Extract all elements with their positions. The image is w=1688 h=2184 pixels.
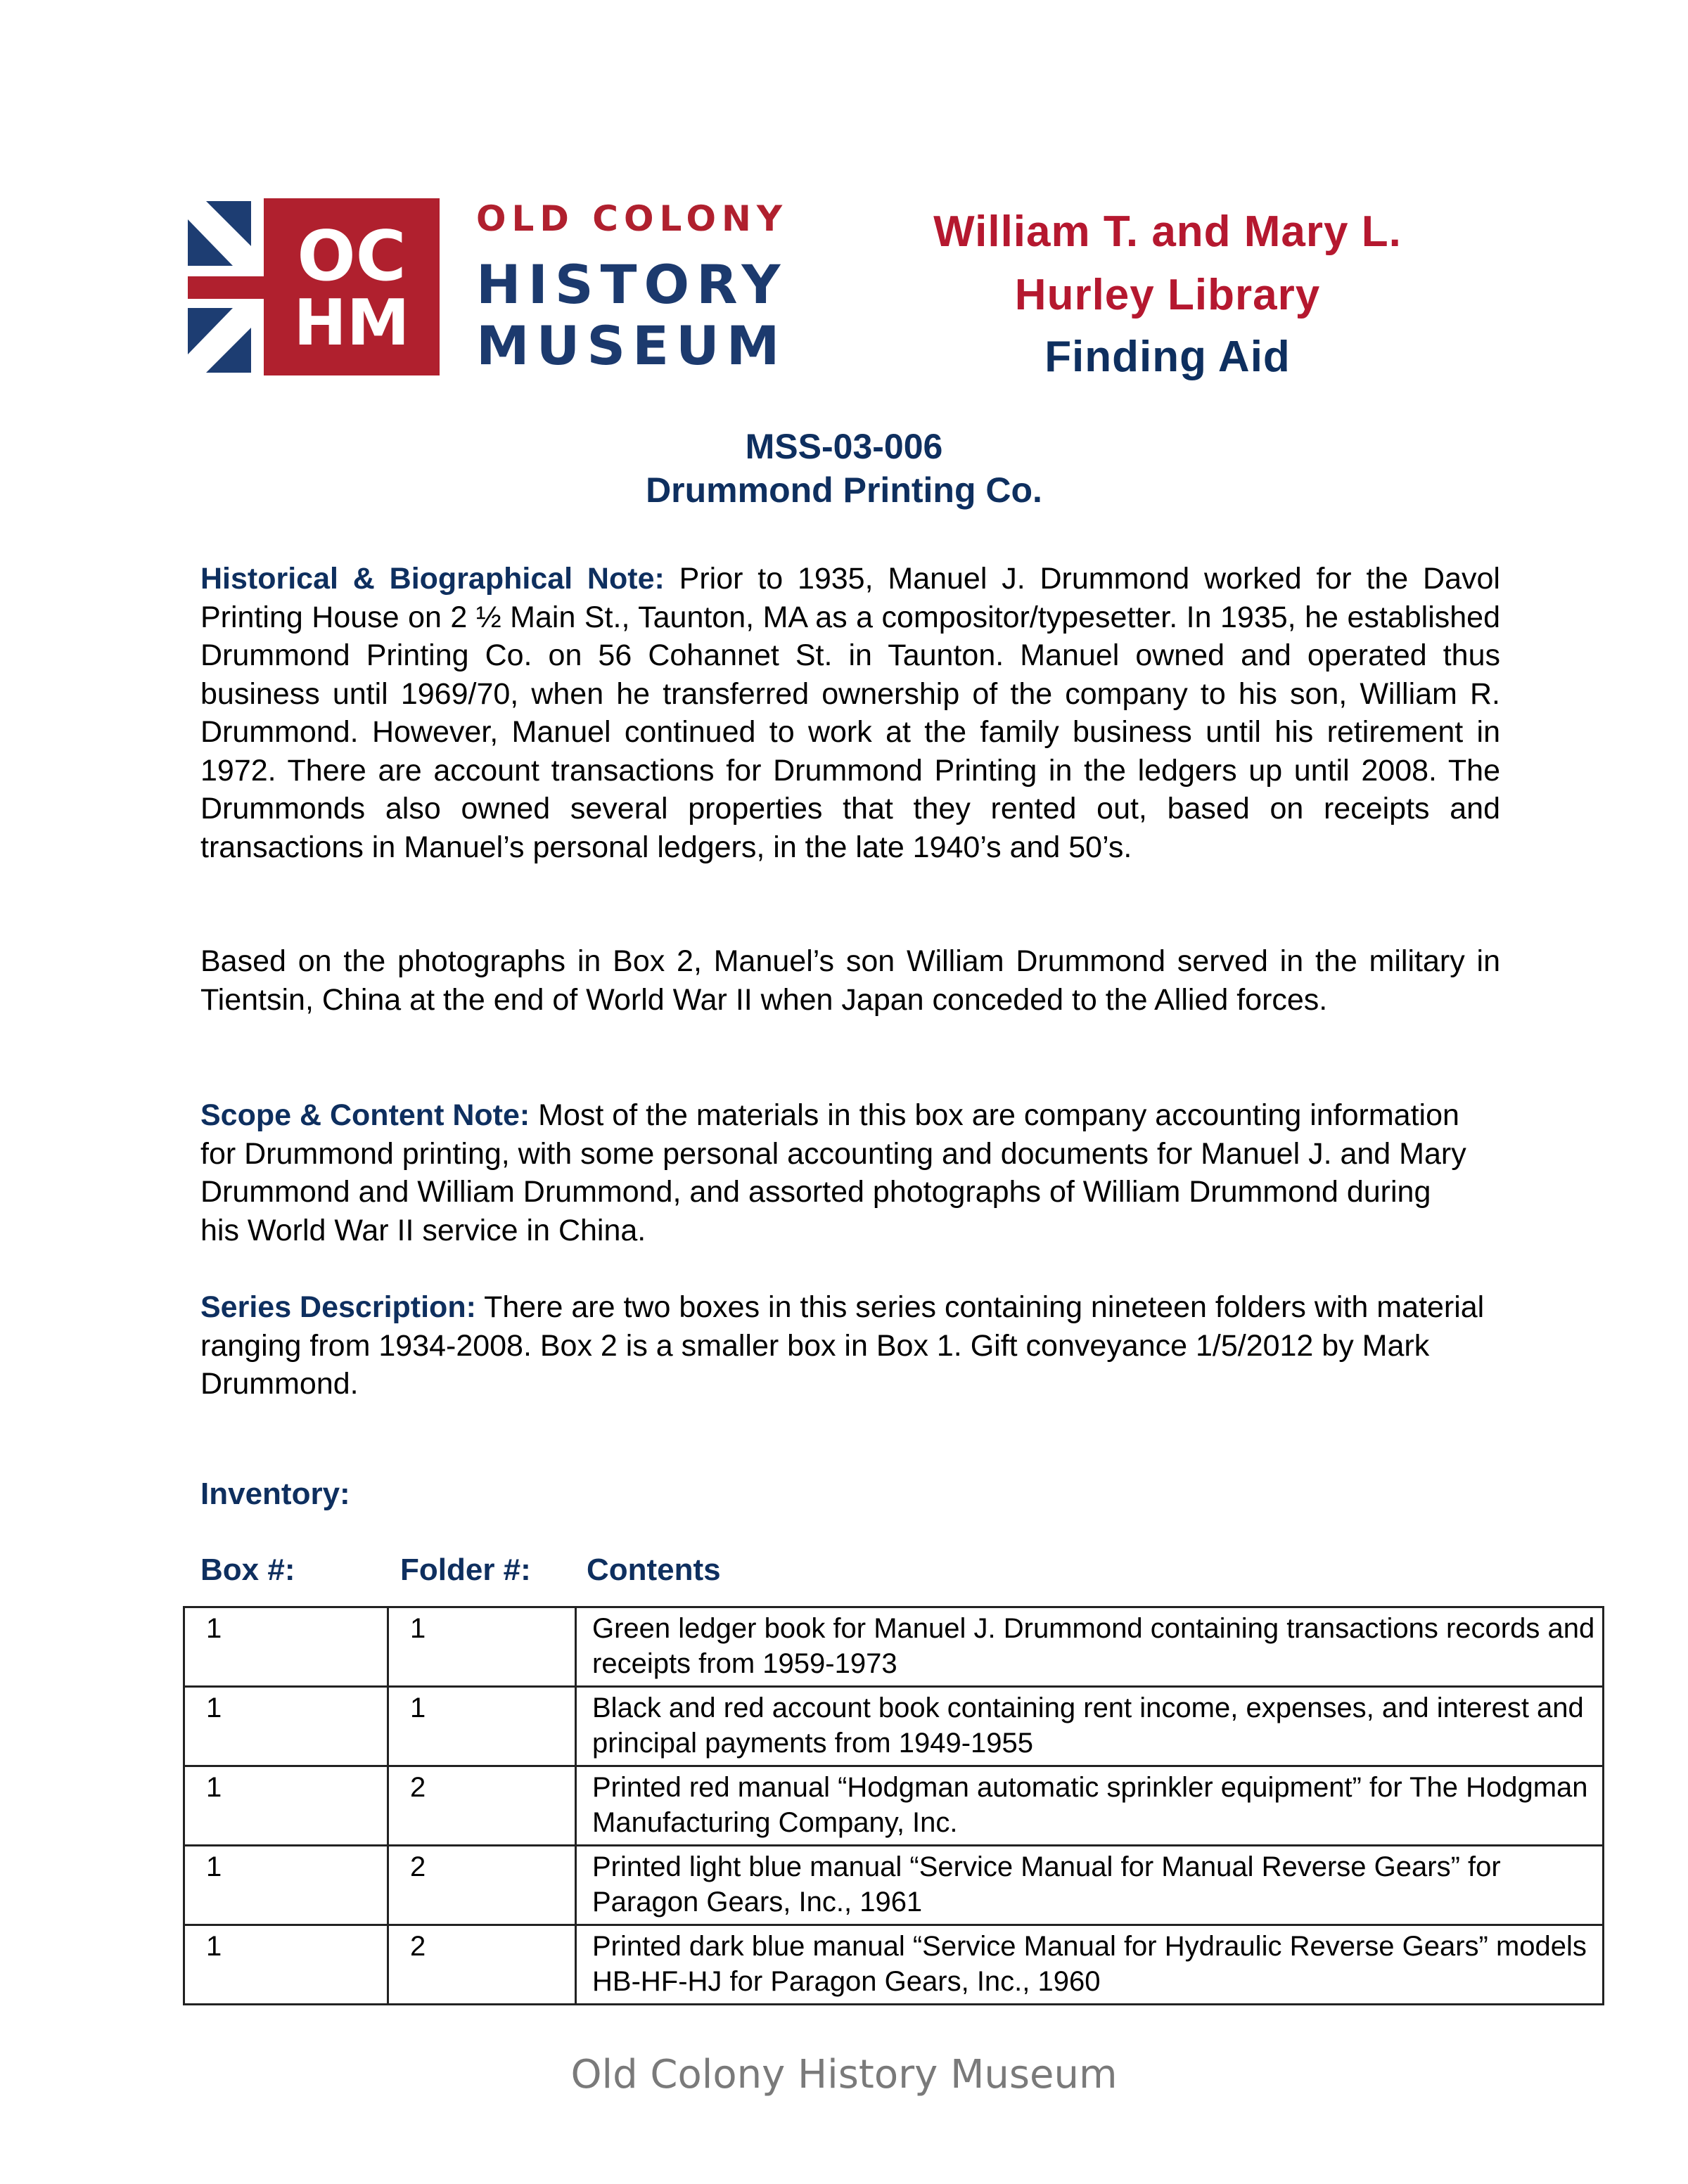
cell-box: 1 (184, 1607, 388, 1687)
library-name-line2: Hurley Library (1014, 271, 1321, 319)
collection-name: Drummond Printing Co. (646, 470, 1042, 510)
logo-line-history: HISTORY (476, 253, 788, 316)
series-description-label: Series Description: (200, 1290, 476, 1324)
scope-note-text: Most of the materials in this box are company accounting information for Drummond printing, with some personal accounting and documents for Manuel J. and Mary Drummond and William Drummond, and assorted photographs of William Drummond during his World War II service in China. (200, 1098, 1466, 1247)
table-row (184, 1766, 1604, 1846)
footer-museum-name: Old Colony History Museum (570, 2052, 1118, 2098)
cell-contents: Printed light blue manual “Service Manual for Manual Reverse Gears” for Paragon Gears, Inc., 1961 (576, 1846, 1604, 1925)
table-row (184, 1687, 1604, 1766)
historical-note-military: Based on the photographs in Box 2, Manuel’s son William Drummond served in the military in Tientsin, China at the end of World War II when Japan conceded to the Allied forces. (200, 944, 1500, 1017)
series-description (200, 1288, 1495, 1403)
table-row (184, 1607, 1604, 1687)
series-description-text: There are two boxes in this series containing nineteen folders with material ranging from 1934-2008. Box 2 is a smaller box in Box 1. Gift conveyance 1/5/2012 by Mark Drummond. (200, 1290, 1485, 1401)
cell-folder: 2 (388, 1925, 576, 2005)
cell-folder: 1 (388, 1607, 576, 1687)
cell-folder: 2 (388, 1846, 576, 1925)
historical-note-label: Historical & Biographical Note: (200, 562, 665, 596)
cell-box: 1 (184, 1925, 388, 2005)
scope-content-note (200, 1096, 1466, 1250)
logo-line-old-colony: OLD COLONY (476, 198, 788, 239)
historical-note-text: Prior to 1935, Manuel J. Drummond worked for the Davol Printing House on 2 ½ Main St., Taunton, MA as a compositor/typesetter. In 1935, he established Drummond Printing Co. on 56 Cohannet St. in Taunton. Manuel owned and operated thus business until 1969/70, when he transferred ownership of the company to his son, William R. Drummond. However, Manuel continued to work at the family business until his retirement in 1972. There are account transactions for Drummond Printing in the ledgers up until 2008. The Drummonds also owned several properties that they rented out, based on receipts and transactions in Manuel’s personal ledgers, in the late 1940’s and 50’s. (200, 562, 1500, 864)
table-row (184, 1925, 1604, 2005)
logo-line-museum: MUSEUM (476, 314, 787, 377)
cell-folder: 1 (388, 1687, 576, 1766)
cell-contents: Black and red account book containing rent income, expenses, and interest and principal payments from 1949-1955 (576, 1687, 1604, 1766)
column-header-box: Box #: (200, 1553, 295, 1587)
inventory-heading: Inventory: (200, 1477, 350, 1511)
museum-logo (188, 198, 800, 375)
scope-note-label: Scope & Content Note: (200, 1098, 530, 1132)
svg-text:HM: HM (293, 286, 410, 360)
column-header-contents: Contents (587, 1553, 721, 1587)
cell-contents: Printed red manual “Hodgman automatic sprinkler equipment” for The Hodgman Manufacturing Company, Inc. (576, 1766, 1604, 1846)
flag-monogram-icon (188, 198, 441, 375)
finding-aid-title: Finding Aid (1044, 333, 1291, 381)
inventory-table (183, 1606, 1604, 2005)
table-row (184, 1846, 1604, 1925)
historical-note (200, 560, 1500, 866)
column-header-folder: Folder #: (400, 1553, 531, 1587)
cell-box: 1 (184, 1687, 388, 1766)
library-name-line1: William T. and Mary L. (933, 207, 1402, 256)
collection-id: MSS-03-006 (745, 427, 943, 466)
cell-box: 1 (184, 1846, 388, 1925)
cell-box: 1 (184, 1766, 388, 1846)
cell-contents: Green ledger book for Manuel J. Drummond containing transactions records and receipts from 1959-1973 (576, 1607, 1604, 1687)
cell-contents: Printed dark blue manual “Service Manual for Hydraulic Reverse Gears” models HB-HF-HJ for Paragon Gears, Inc., 1960 (576, 1925, 1604, 2005)
svg-text:OC: OC (297, 217, 407, 297)
cell-folder: 2 (388, 1766, 576, 1846)
